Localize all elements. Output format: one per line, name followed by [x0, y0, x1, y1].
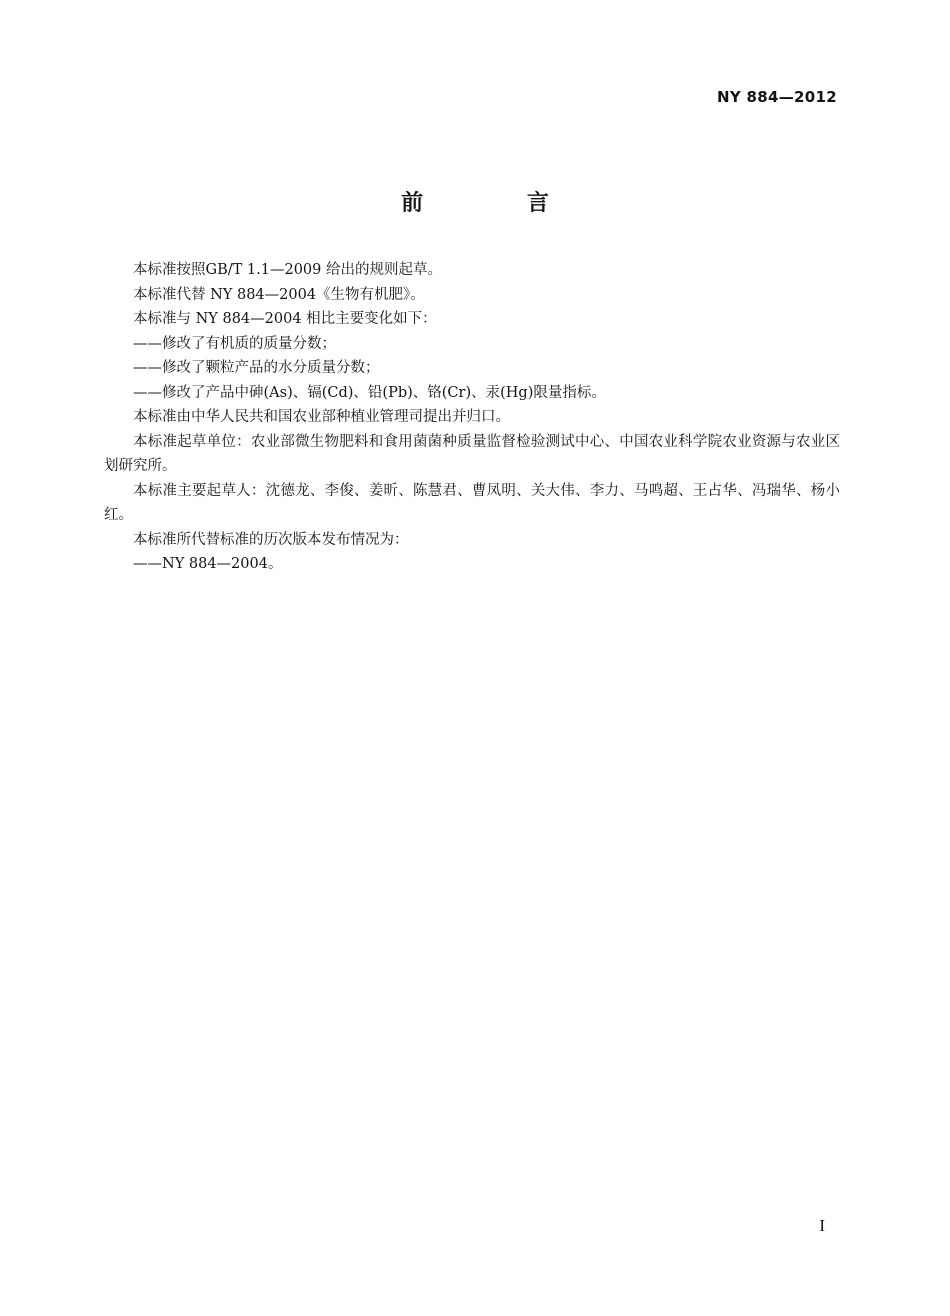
- paragraph-proposed-by: 本标准由中华人民共和国农业部种植业管理司提出并归口。: [133, 409, 510, 425]
- change-item-heavy-metals: ——修改了产品中砷(As)、镉(Cd)、铅(Pb)、铬(Cr)、汞(Hg)限量指标。: [133, 384, 606, 401]
- paragraph-replaces: 本标准代替 NY 884—2004《生物有机肥》。: [133, 286, 425, 303]
- paragraph-drafters: 本标准主要起草人：沈德龙、李俊、姜昕、陈慧君、曹凤明、关大伟、李力、马鸣超、王占华、冯瑞华、杨小红。: [104, 482, 840, 523]
- paragraph-history: 本标准所代替标准的历次版本发布情况为：: [133, 531, 409, 548]
- standard-code: NY 884—2012: [717, 88, 837, 106]
- paragraph-main-changes: 本标准与 NY 884—2004 相比主要变化如下：: [133, 311, 437, 327]
- history-item: ——NY 884—2004。: [133, 556, 283, 572]
- change-item-organic-matter: ——修改了有机质的质量分数；: [133, 335, 336, 352]
- page-number: I: [819, 1216, 825, 1235]
- paragraph-drafting-rules: 本标准按照GB/T 1.1—2009 给出的规则起草。: [133, 262, 442, 278]
- foreword-body: [104, 258, 840, 577]
- change-item-moisture: ——修改了颗粒产品的水分质量分数；: [133, 360, 380, 376]
- page-title: 前 言: [401, 191, 597, 216]
- paragraph-drafting-units: 本标准起草单位：农业部微生物肥料和食用菌菌种质量监督检验测试中心、中国农业科学院农业资源与农业区划研究所。: [104, 433, 840, 474]
